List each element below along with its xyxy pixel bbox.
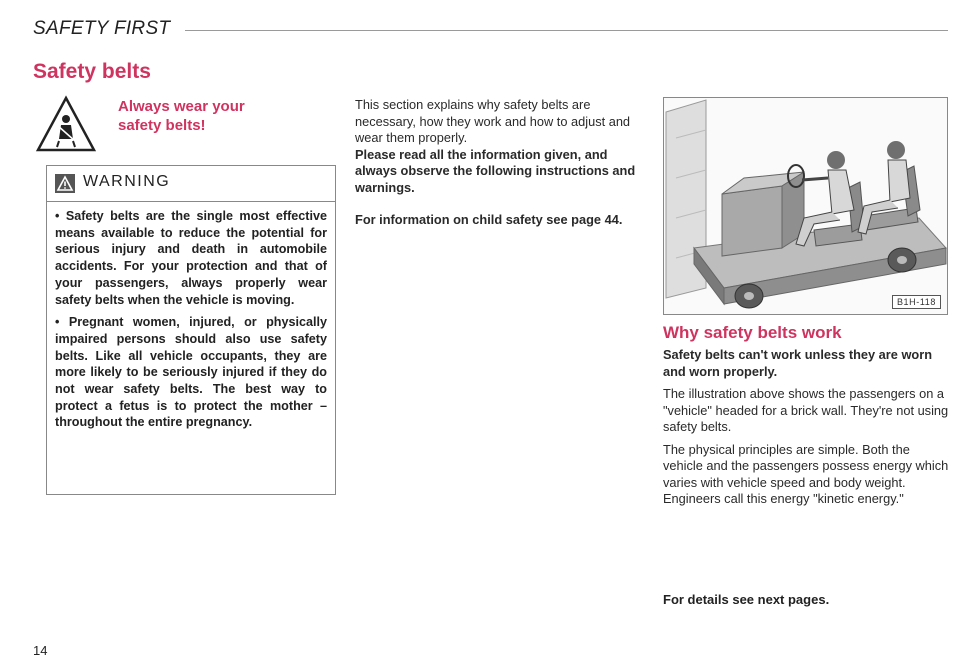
why-title: Why safety belts work [663,323,842,342]
section-title: Safety belts [33,60,151,83]
warning-seatbelt-icon [35,95,97,153]
vehicle-wall-illustration [664,98,948,315]
warning-box [46,165,336,495]
intro-column [355,97,645,229]
why-paragraph-2: The physical principles are simple. Both the vehicle and the passengers possess energy which varies with vehicle speed and body weight. Engineers call this energy "kinetic energy." [663,441,949,506]
illustration-figure [663,97,948,315]
callout [118,97,318,135]
figure-code: B1H-118 [892,295,941,309]
warning-paragraph: • Safety belts are the single most effective means available to reduce the potential for serious injury and death in automobile accidents. For your protection and that of your passengers, always properly wear safety belts when the vehicle is moving. [55,209,327,307]
intro-instruction: Please read all the information given, and always observe the following instructions and warnings. [355,146,636,195]
why-paragraph-1: The illustration above shows the passengers on a "vehicle" headed for a brick wall. They're not using safety belts. [663,386,949,434]
page-header [33,16,948,42]
warning-box-header [47,166,335,202]
header-title: SAFETY FIRST [33,18,171,39]
child-safety-reference: For information on child safety see page 44. [355,212,623,227]
callout-line-1: Always wear your [118,98,245,115]
warning-paragraph: • Pregnant women, injured, or physically impaired persons should also use safety belts. Like all vehicle occupants, they are more likely to be seriously injured if they do not wear safety belts. The best way to protect a fetus is to protect the mother – throughout the entire pregnancy. [55,315,327,430]
next-pages-note: For details see next pages. [663,592,830,607]
header-rule [185,30,948,31]
why-column [663,347,953,514]
intro-text: This section explains why safety belts are necessary, how they work and how to adjust and wear them properly. [355,97,631,145]
why-subtitle: Safety belts can't work unless they are worn and worn properly. [663,347,933,379]
callout-line-2: safety belts! [118,117,206,134]
warning-body [47,202,335,431]
page-number: 14 [33,643,48,658]
warning-triangle-icon [55,174,75,193]
warning-title: WARNING [83,173,171,190]
